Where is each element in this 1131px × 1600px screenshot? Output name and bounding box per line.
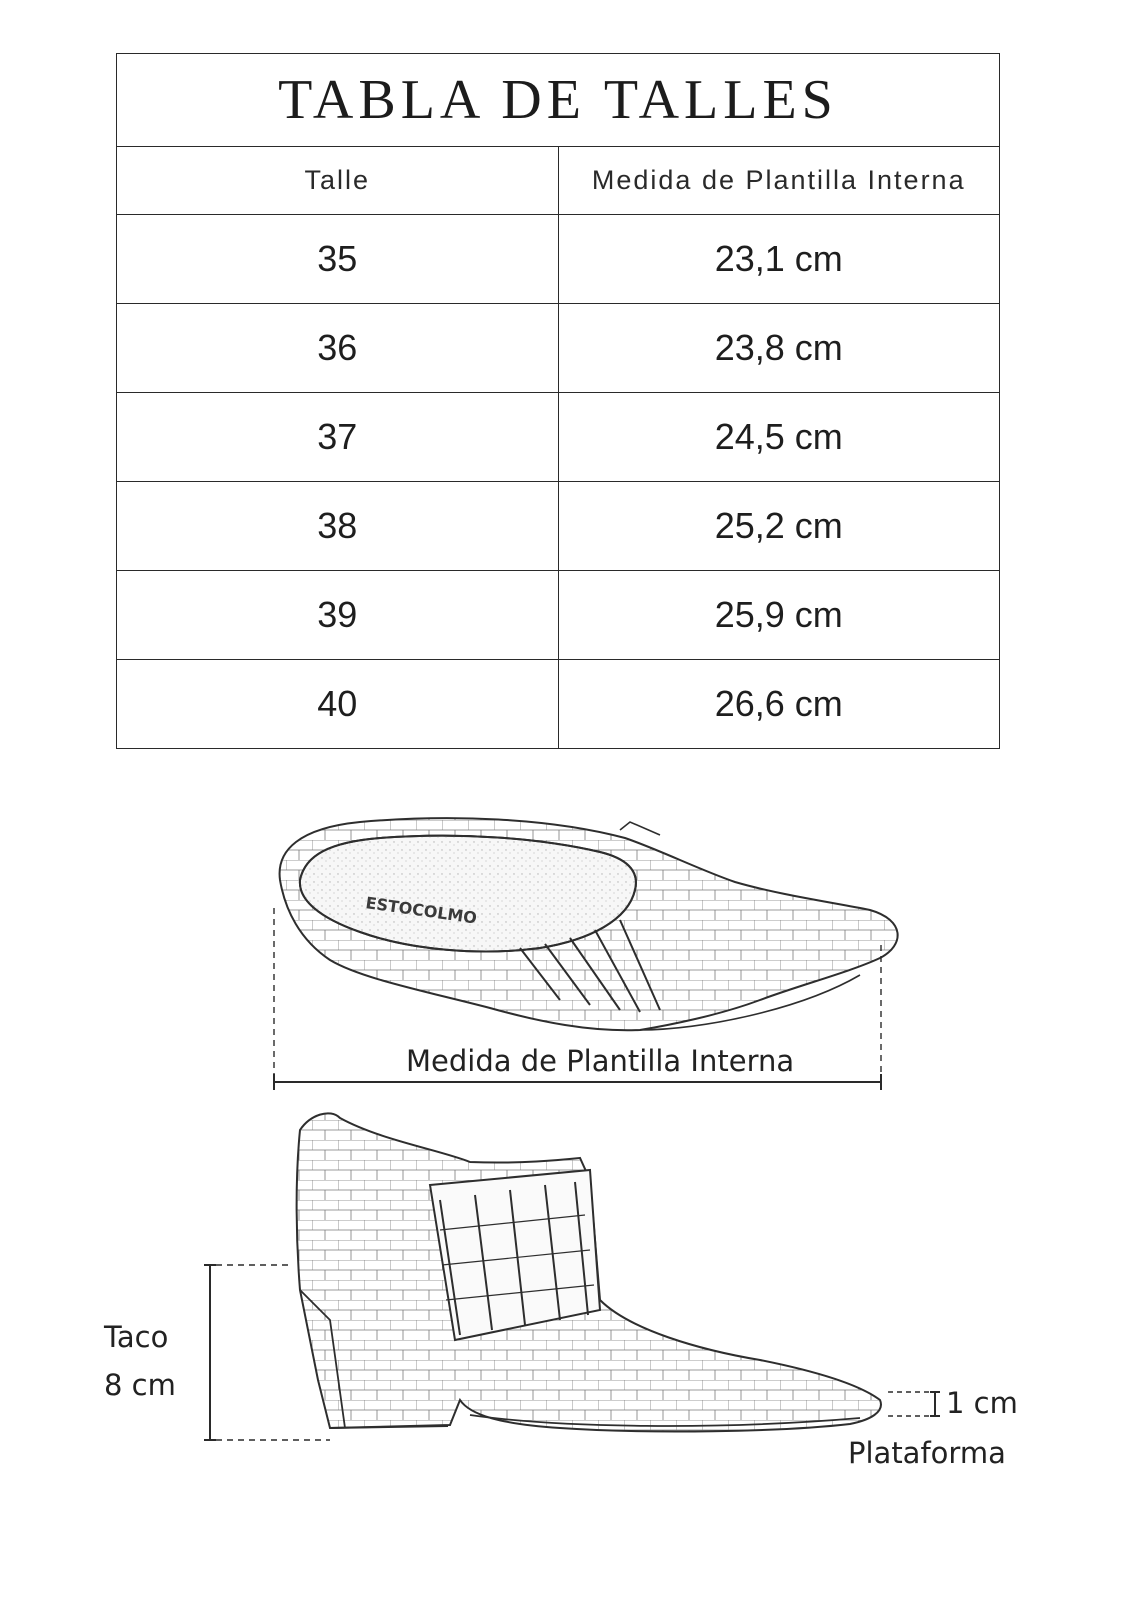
size-cell: 36 bbox=[117, 304, 559, 393]
measure-cell: 23,8 cm bbox=[558, 304, 1000, 393]
measure-cell: 26,6 cm bbox=[558, 660, 1000, 749]
measure-cell: 25,9 cm bbox=[558, 571, 1000, 660]
column-header-measure: Medida de Plantilla Interna bbox=[558, 147, 1000, 215]
measure-cell: 23,1 cm bbox=[558, 215, 1000, 304]
measure-cell: 25,2 cm bbox=[558, 482, 1000, 571]
size-cell: 35 bbox=[117, 215, 559, 304]
shoe-side-sketch bbox=[297, 1113, 881, 1431]
insole-brand-mark: ESTOCOLMO bbox=[364, 893, 479, 928]
platform-label: Plataforma bbox=[848, 1436, 1006, 1470]
insole-measure-label: Medida de Plantilla Interna bbox=[406, 1044, 795, 1078]
shoe-top-sketch bbox=[280, 818, 898, 1030]
platform-height-value: 1 cm bbox=[946, 1386, 1018, 1420]
column-header-size: Talle bbox=[117, 147, 559, 215]
chart-title: TABLA DE TALLES bbox=[117, 54, 1000, 147]
size-cell: 39 bbox=[117, 571, 559, 660]
measure-cell: 24,5 cm bbox=[558, 393, 1000, 482]
heel-height-value: 8 cm bbox=[104, 1368, 176, 1402]
size-cell: 40 bbox=[117, 660, 559, 749]
size-cell: 38 bbox=[117, 482, 559, 571]
platform-dimension-lines bbox=[888, 1392, 940, 1416]
heel-label: Taco bbox=[104, 1320, 169, 1354]
size-cell: 37 bbox=[117, 393, 559, 482]
